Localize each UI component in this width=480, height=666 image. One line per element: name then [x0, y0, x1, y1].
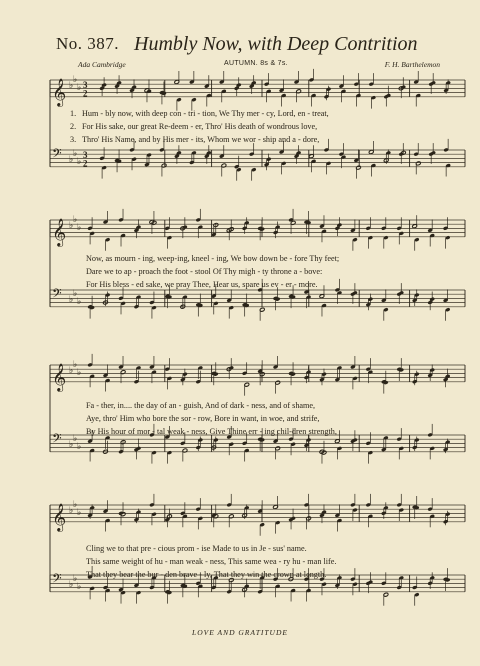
- lyric-text: Thro' His Name, and by His mer - its, Whom we wor - ship and a - dore,: [82, 135, 320, 144]
- flat-sign-icon: ♭: [69, 366, 74, 376]
- lyric-text: By His hour of mor - tal weak - ness, Give Thine err - ing chil-dren strength,: [86, 427, 337, 436]
- flat-sign-icon: ♭: [73, 75, 78, 85]
- flat-sign-icon: ♭: [69, 221, 74, 231]
- page-footer: LOVE AND GRATITUDE: [192, 628, 288, 637]
- flat-sign-icon: ♭: [69, 440, 74, 450]
- lyric-line: [86, 428, 450, 436]
- flat-sign-icon: ♭: [77, 297, 82, 307]
- lyric-line: [86, 281, 450, 289]
- time-signature: 2: [83, 158, 88, 169]
- flat-sign-icon: ♭: [77, 368, 82, 378]
- hymn-title: Humbly Now, with Deep Contrition: [134, 33, 418, 55]
- lyric-line: [86, 558, 450, 566]
- flat-sign-icon: ♭: [73, 289, 78, 299]
- flat-sign-icon: ♭: [69, 295, 74, 305]
- lyric-text: Fa - ther, in.... the day of an - guish, And of dark - ness, and of shame,: [86, 401, 316, 410]
- time-signature: 2: [83, 88, 88, 99]
- treble-clef-icon: 𝄞: [52, 77, 67, 106]
- hymn-number: No. 387.: [56, 34, 120, 53]
- lyric-text: Dare we to ap - proach the foot - stool Of Thy migh - ty throne a - bove:: [86, 267, 323, 276]
- flat-sign-icon: ♭: [69, 81, 74, 91]
- lyric-line: [70, 110, 450, 118]
- flat-sign-icon: ♭: [69, 580, 74, 590]
- flat-sign-icon: ♭: [73, 149, 78, 159]
- time-signature: 3: [83, 150, 88, 160]
- flat-sign-icon: ♭: [73, 500, 78, 510]
- lyric-text: For His sake, our great Re-deem - er, Thro' His death of wondrous love,: [82, 122, 318, 131]
- flat-sign-icon: ♭: [77, 582, 82, 592]
- treble-clef-icon: 𝄞: [52, 217, 67, 246]
- lyric-text: Hum - bly now, with deep con - tri - tion, We Thy mer - cy, Lord, en - treat,: [82, 109, 329, 118]
- verse-number: 2.: [70, 122, 77, 131]
- hymn-author: Ada Cambridge: [78, 60, 126, 69]
- hymn-composer: F. H. Barthelemon: [384, 60, 440, 69]
- lyric-text: This same weight of hu - man weak - ness, This same wea - ry hu - man life.: [86, 557, 337, 566]
- lyric-line: [86, 268, 450, 276]
- lyric-line: [70, 123, 450, 131]
- bass-clef-icon: 𝄢: [52, 431, 62, 449]
- treble-clef-icon: 𝄞: [52, 362, 67, 391]
- time-signature: 3: [83, 80, 88, 90]
- flat-sign-icon: ♭: [77, 442, 82, 452]
- lyric-text: Now, as mourn - ing, weep-ing, kneel - ing, We bow down be - fore Thy feet;: [86, 254, 340, 263]
- flat-sign-icon: ♭: [77, 508, 82, 518]
- hymn-tune: AUTUMN. 8s & 7s.: [224, 60, 288, 67]
- flat-sign-icon: ♭: [69, 155, 74, 165]
- lyric-line: [86, 415, 450, 423]
- lyric-line: [86, 255, 450, 263]
- flat-sign-icon: ♭: [77, 223, 82, 233]
- lyric-text: Cling we to that pre - cious prom - ise Made to us in Je - sus' name.: [86, 544, 307, 553]
- bass-clef-icon: 𝄢: [52, 571, 62, 589]
- flat-sign-icon: ♭: [73, 215, 78, 225]
- verse-number: 3.: [70, 135, 77, 144]
- lyric-line: [86, 571, 450, 579]
- bass-clef-icon: 𝄢: [52, 286, 62, 304]
- lyric-text: That they bear the bur - den brave - ly, That they win the crown at length.: [86, 570, 327, 579]
- flat-sign-icon: ♭: [73, 574, 78, 584]
- flat-sign-icon: ♭: [73, 360, 78, 370]
- flat-sign-icon: ♭: [77, 83, 82, 93]
- lyric-text: Aye, thro' Him who bore the sor - row, Bore in want, in woe, and strife,: [86, 414, 320, 423]
- treble-clef-icon: 𝄞: [52, 502, 67, 531]
- verse-number: 1.: [70, 109, 77, 118]
- lyric-text: For His bless - ed sake, we pray Thee, Hear us, spare us ev - er - more.: [86, 280, 318, 289]
- flat-sign-icon: ♭: [73, 434, 78, 444]
- lyric-line: [70, 136, 450, 144]
- bass-clef-icon: 𝄢: [52, 146, 62, 164]
- lyric-line: [86, 545, 450, 553]
- lyric-line: [86, 402, 450, 410]
- flat-sign-icon: ♭: [77, 157, 82, 167]
- flat-sign-icon: ♭: [69, 506, 74, 516]
